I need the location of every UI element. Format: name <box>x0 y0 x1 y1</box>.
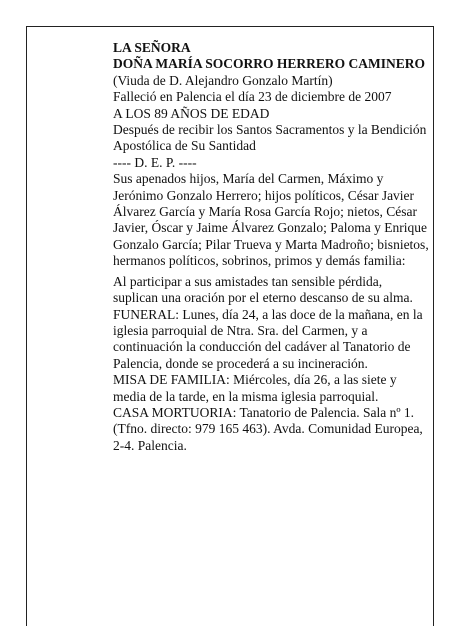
funeral-home-paragraph: CASA MORTUORIA: Tanatorio de Palencia. Sala nº 1. (Tfno. directo: 979 165 463). Avda. Comunidad Europea, 2-4. Palencia. <box>113 404 423 453</box>
family-paragraph: Sus apenados hijos, María del Carmen, Máximo y Jerónimo Gonzalo Herrero; hijos políticos, César Javier Álvarez García y María Rosa García Rojo; nietos, César Javier, Óscar y Jaime Álvarez Gonzalo; Paloma y Enrique Gonzalo García; Pilar Trueva y Marta Madroño; bisnietos, hermanos políticos, sobrinos, primos y demás familia: <box>113 171 429 269</box>
notice-title: LA SEÑORA <box>113 40 191 55</box>
funeral-paragraph: FUNERAL: Lunes, día 24, a las doce de la mañana, en la iglesia parroquial de Ntra. Sra. del Carmen, y a continuación la conducción del cadáver al Tanatorio de Palencia, donde se procederá a su incineración. <box>113 306 423 371</box>
obituary-notice <box>113 40 429 454</box>
family-mass-paragraph: MISA DE FAMILIA: Miércoles, día 26, a las siete y media de la tarde, en la misma iglesia parroquial. <box>113 372 397 404</box>
sacraments-line: Después de recibir los Santos Sacramentos y la Bendición Apostólica de Su Santidad <box>113 122 427 154</box>
deceased-name: DOÑA MARÍA SOCORRO HERRERO CAMINERO <box>113 56 426 72</box>
rip-line: ---- D. E. P. ---- <box>113 154 197 170</box>
age-line: A LOS 89 AÑOS DE EDAD <box>113 105 270 121</box>
death-line: Falleció en Palencia el día 23 de diciembre de 2007 <box>113 89 392 105</box>
prayer-paragraph: Al participar a sus amistades tan sensible pérdida, suplican una oración por el eterno descanso de su alma. <box>113 273 413 306</box>
widow-line: (Viuda de D. Alejandro Gonzalo Martín) <box>113 72 333 88</box>
